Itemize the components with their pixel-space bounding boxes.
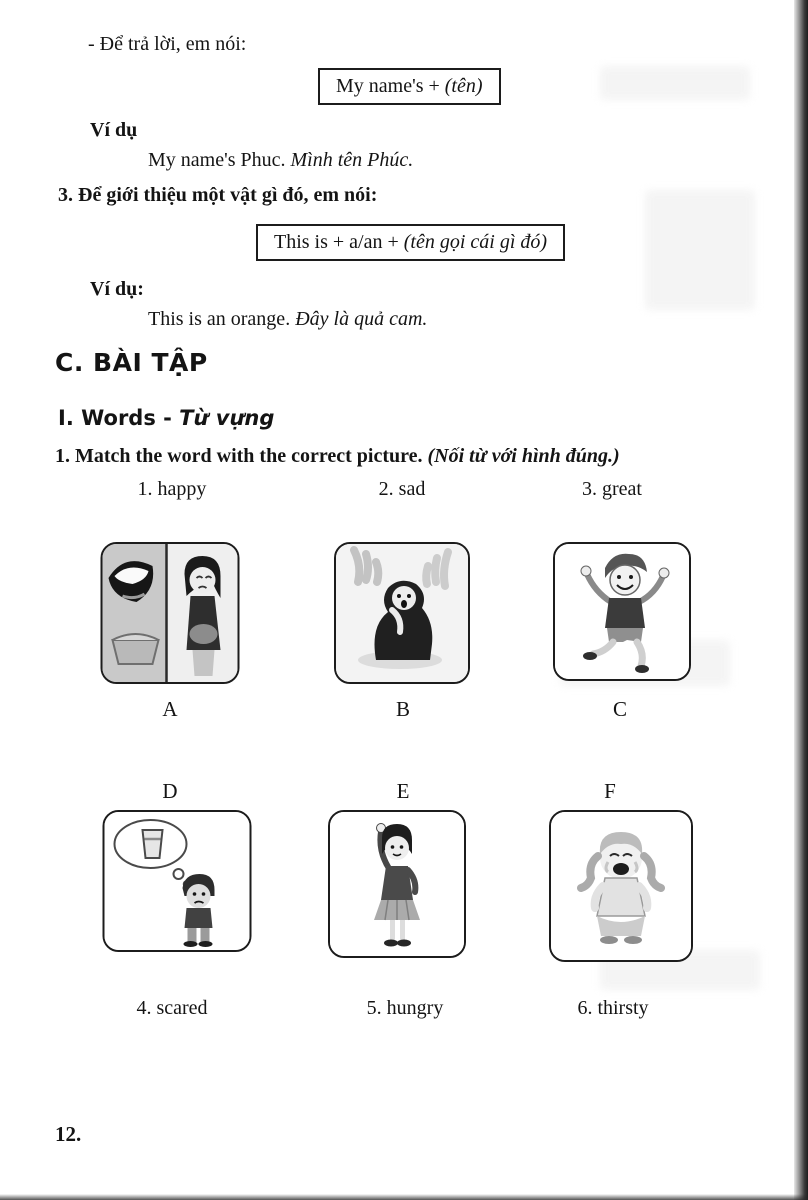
girl-raising-hand-illustration bbox=[330, 812, 464, 956]
example2-vietnamese: Đây là quả cam. bbox=[295, 308, 428, 330]
picture-b-letter: B bbox=[395, 697, 411, 721]
picture-e bbox=[328, 810, 466, 963]
example2-line bbox=[148, 307, 427, 332]
word-happy: 1. happy bbox=[137, 478, 207, 500]
thisis-formula-plain: This is + a/an + bbox=[274, 231, 404, 253]
word-thirsty: 6. thirsty bbox=[577, 997, 649, 1019]
example1-english: My name's Phuc. bbox=[148, 149, 291, 171]
words-section-heading bbox=[58, 406, 274, 430]
name-formula-box bbox=[318, 68, 501, 105]
picture-b-frame bbox=[334, 542, 470, 684]
exercise1-italic: (Nối từ với hình đúng.) bbox=[427, 445, 620, 467]
bleed-through-artifact bbox=[600, 66, 750, 100]
picture-b bbox=[334, 542, 470, 689]
picture-e-frame bbox=[328, 810, 466, 958]
exercise1-bold: 1. Match the word with the correct picture. bbox=[55, 445, 428, 467]
answer-intro-text: - Để trả lời, em nói: bbox=[88, 33, 247, 55]
picture-c bbox=[553, 542, 691, 686]
scan-edge-shadow-right bbox=[794, 0, 808, 1200]
picture-c-frame bbox=[553, 542, 691, 681]
words-heading-italic: Từ vựng bbox=[179, 406, 275, 430]
example1-line bbox=[148, 148, 413, 173]
picture-d-letter: D bbox=[162, 779, 178, 803]
thirsty-boy-thought-bubble-illustration bbox=[105, 812, 250, 950]
picture-f-letter: F bbox=[604, 779, 616, 803]
word-scared: 4. scared bbox=[136, 997, 208, 1019]
scared-crouching-illustration bbox=[336, 544, 468, 682]
picture-f bbox=[549, 810, 693, 967]
exercise1-instruction bbox=[55, 444, 620, 469]
thisis-formula-box bbox=[256, 224, 565, 261]
word-sad: 2. sad bbox=[378, 478, 426, 500]
picture-c-letter: C bbox=[612, 697, 628, 721]
answer-intro-line bbox=[88, 32, 246, 57]
example1-vietnamese: Mình tên Phúc. bbox=[290, 149, 414, 171]
words-heading-bold: I. Words - bbox=[58, 406, 180, 430]
scan-edge-shadow-bottom bbox=[0, 1194, 808, 1200]
happy-jumping-boy-illustration bbox=[555, 544, 689, 679]
word-hungry: 5. hungry bbox=[366, 997, 444, 1019]
picture-a-frame bbox=[101, 542, 240, 684]
name-formula-plain: My name's + bbox=[336, 75, 445, 97]
picture-f-frame bbox=[549, 810, 693, 962]
hungry-split-panel-illustration bbox=[103, 544, 238, 682]
picture-a-letter: A bbox=[162, 697, 178, 721]
picture-e-letter: E bbox=[396, 779, 410, 803]
crying-girl-illustration bbox=[551, 812, 691, 960]
example1-label: Ví dụ bbox=[90, 119, 138, 141]
page-number: 12. bbox=[55, 1122, 82, 1146]
section-c-title: C. BÀI TẬP bbox=[55, 348, 208, 377]
thisis-formula-placeholder: (tên gọi cái gì đó) bbox=[403, 231, 548, 253]
picture-d bbox=[103, 810, 252, 957]
section3-heading: 3. Để giới thiệu một vật gì đó, em nói: bbox=[58, 184, 378, 206]
bleed-through-artifact bbox=[645, 190, 755, 310]
example2-english: This is an orange. bbox=[148, 308, 296, 330]
picture-a bbox=[101, 542, 240, 689]
example2-label: Ví dụ: bbox=[90, 278, 144, 300]
word-great: 3. great bbox=[582, 478, 642, 500]
name-formula-placeholder: (tên) bbox=[444, 75, 483, 97]
picture-d-frame bbox=[103, 810, 252, 952]
